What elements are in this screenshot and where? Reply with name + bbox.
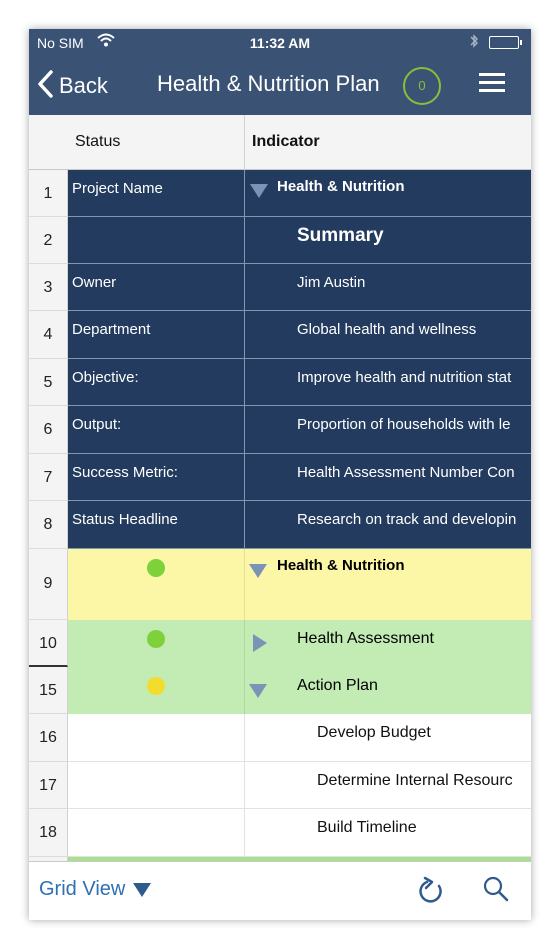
row-number bbox=[29, 809, 68, 857]
indicator-cell[interactable] bbox=[245, 762, 531, 809]
clock: 11:32 AM bbox=[249, 35, 311, 51]
status-cell[interactable] bbox=[68, 714, 245, 762]
status-cell[interactable] bbox=[68, 454, 245, 501]
row-number bbox=[29, 501, 68, 549]
indicator-text: Develop Budget bbox=[317, 724, 431, 741]
indicator-text: Health Assessment Number Con bbox=[297, 464, 515, 481]
indicator-text: Health Assessment bbox=[297, 630, 434, 647]
column-header-status[interactable] bbox=[68, 115, 245, 170]
row-number bbox=[29, 667, 68, 714]
indicator-cell[interactable] bbox=[245, 264, 531, 311]
indicator-cell[interactable] bbox=[245, 501, 531, 549]
status-text: Objective: bbox=[72, 369, 139, 386]
table-row[interactable] bbox=[29, 809, 531, 857]
search-icon[interactable] bbox=[483, 876, 509, 907]
indicator-cell[interactable] bbox=[245, 311, 531, 359]
row-number-text: 7 bbox=[43, 469, 53, 486]
row-number-text: 1 bbox=[43, 185, 53, 202]
status-cell[interactable] bbox=[68, 217, 245, 264]
status-text: Project Name bbox=[72, 180, 163, 197]
indicator-cell[interactable] bbox=[245, 359, 531, 406]
hamburger-menu-icon[interactable] bbox=[479, 73, 505, 95]
status-cell[interactable] bbox=[68, 170, 245, 217]
bluetooth-icon bbox=[469, 33, 479, 52]
indicator-text: Action Plan bbox=[297, 677, 378, 694]
status-text: Owner bbox=[72, 274, 117, 291]
table-row[interactable] bbox=[29, 714, 531, 762]
row-number bbox=[29, 264, 68, 311]
status-cell[interactable] bbox=[68, 809, 245, 857]
table-row[interactable] bbox=[29, 359, 531, 406]
phone-screen bbox=[29, 29, 531, 920]
row-number-text: 4 bbox=[43, 326, 53, 343]
row-number-text: 3 bbox=[43, 279, 53, 296]
indicator-cell[interactable] bbox=[245, 549, 531, 620]
table-row[interactable] bbox=[29, 620, 531, 667]
indicator-text: Determine Internal Resourc bbox=[317, 772, 513, 789]
indicator-cell[interactable] bbox=[245, 620, 531, 667]
indicator-text: Research on track and developin bbox=[297, 511, 517, 528]
indicator-cell[interactable] bbox=[245, 406, 531, 454]
status-cell[interactable] bbox=[68, 359, 245, 406]
table-row[interactable] bbox=[29, 311, 531, 359]
collapse-triangle-icon[interactable] bbox=[249, 564, 267, 578]
row-number bbox=[29, 406, 68, 454]
grid-view-selector[interactable] bbox=[39, 878, 151, 901]
status-indicator-dot bbox=[147, 677, 165, 695]
row-number bbox=[29, 217, 68, 264]
status-cell[interactable] bbox=[68, 406, 245, 454]
row-number-header bbox=[29, 115, 69, 170]
row-number-text: 15 bbox=[39, 682, 57, 699]
row-number-text: 16 bbox=[39, 729, 57, 746]
indicator-text: Improve health and nutrition stat bbox=[297, 369, 512, 386]
status-text: Success Metric: bbox=[72, 464, 178, 481]
status-cell[interactable] bbox=[68, 620, 245, 667]
status-cell[interactable] bbox=[68, 549, 245, 620]
indicator-text: Jim Austin bbox=[297, 274, 366, 291]
table-row[interactable] bbox=[29, 667, 531, 714]
table-row[interactable] bbox=[29, 501, 531, 549]
row-number bbox=[29, 454, 68, 501]
indicator-cell[interactable] bbox=[245, 217, 531, 264]
status-cell[interactable] bbox=[68, 311, 245, 359]
battery-icon bbox=[489, 36, 519, 49]
status-cell[interactable] bbox=[68, 264, 245, 311]
collapse-triangle-icon[interactable] bbox=[249, 684, 267, 698]
grid-view-label: Grid View bbox=[39, 878, 126, 900]
row-number bbox=[29, 311, 68, 359]
row-number bbox=[29, 170, 68, 217]
row-number-text: 17 bbox=[39, 777, 57, 794]
expand-triangle-icon[interactable] bbox=[253, 634, 267, 652]
table-row[interactable] bbox=[29, 170, 531, 217]
column-header-indicator-label: Indicator bbox=[252, 133, 320, 150]
table-row[interactable] bbox=[29, 217, 531, 264]
indicator-cell[interactable] bbox=[245, 714, 531, 762]
indicator-text: Health & Nutrition bbox=[277, 178, 405, 195]
table-row[interactable] bbox=[29, 406, 531, 454]
nav-bar bbox=[29, 57, 531, 115]
status-text: Output: bbox=[72, 416, 122, 433]
indicator-cell[interactable] bbox=[245, 809, 531, 857]
indicator-text: Summary bbox=[297, 225, 384, 246]
column-header-indicator[interactable] bbox=[245, 115, 531, 170]
page-title: Health & Nutrition Plan bbox=[157, 71, 380, 96]
status-cell[interactable] bbox=[68, 762, 245, 809]
chevron-left-icon bbox=[37, 70, 53, 103]
carrier-label: No SIM bbox=[37, 35, 84, 51]
notification-counter[interactable]: 0 bbox=[403, 67, 441, 105]
indicator-cell[interactable] bbox=[245, 454, 531, 501]
indicator-text: Global health and wellness bbox=[297, 321, 477, 338]
collapse-triangle-icon[interactable] bbox=[250, 184, 268, 198]
row-number-text: 8 bbox=[43, 516, 53, 533]
row-number bbox=[29, 762, 68, 809]
status-text: Status Headline bbox=[72, 511, 178, 528]
row-number-text: 9 bbox=[43, 575, 53, 592]
status-indicator-dot bbox=[147, 630, 165, 648]
back-label: Back bbox=[59, 73, 108, 98]
indicator-cell[interactable] bbox=[245, 170, 531, 217]
table-row[interactable] bbox=[29, 264, 531, 311]
row-number-text: 5 bbox=[43, 374, 53, 391]
row-number-text: 10 bbox=[39, 635, 57, 652]
status-indicator-dot bbox=[147, 559, 165, 577]
row-number bbox=[29, 549, 68, 620]
row-number-text: 6 bbox=[43, 421, 53, 438]
table-row[interactable] bbox=[29, 762, 531, 809]
row-number bbox=[29, 714, 68, 762]
indicator-text: Build Timeline bbox=[317, 819, 417, 836]
table-row[interactable] bbox=[29, 549, 531, 620]
indicator-cell[interactable] bbox=[245, 667, 531, 714]
status-bar bbox=[29, 29, 531, 57]
status-cell[interactable] bbox=[68, 667, 245, 714]
status-cell[interactable] bbox=[68, 501, 245, 549]
table-row[interactable] bbox=[29, 454, 531, 501]
row-number-text: 18 bbox=[39, 824, 57, 841]
row-number bbox=[29, 620, 68, 667]
row-number-text: 2 bbox=[43, 232, 53, 249]
status-text: Department bbox=[72, 321, 151, 338]
refresh-icon[interactable] bbox=[417, 876, 445, 911]
row-number bbox=[29, 359, 68, 406]
caret-down-icon bbox=[133, 883, 151, 897]
indicator-text: Health & Nutrition bbox=[277, 557, 405, 574]
bottom-toolbar bbox=[29, 861, 531, 920]
column-header-status-label: Status bbox=[75, 133, 121, 150]
indicator-text: Proportion of households with le bbox=[297, 416, 511, 433]
back-button[interactable] bbox=[37, 69, 108, 103]
